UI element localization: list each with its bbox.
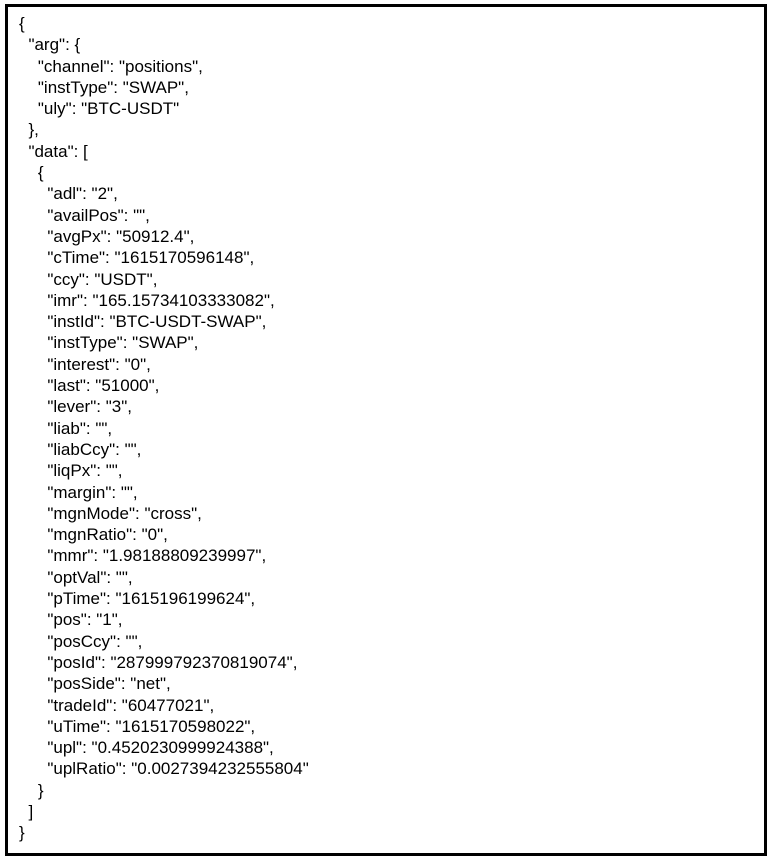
code-line: "ccy": "USDT", (19, 269, 158, 289)
code-line: "mgnRatio": "0", (19, 525, 168, 545)
code-line: } (19, 823, 25, 843)
code-line: "posCcy": "", (19, 631, 143, 651)
code-line: "avgPx": "50912.4", (19, 226, 195, 246)
code-line: "instType": "SWAP", (19, 333, 199, 353)
code-line: "imr": "165.15734103333082", (19, 290, 275, 310)
code-line: "posSide": "net", (19, 674, 171, 694)
code-line: "uplRatio": "0.0027394232555804" (19, 759, 309, 779)
code-line: "tradeId": "60477021", (19, 695, 215, 715)
json-code-panel (5, 4, 767, 856)
code-line: } (19, 780, 44, 800)
code-line: "liabCcy": "", (19, 439, 142, 459)
code-line: "interest": "0", (19, 354, 151, 374)
code-line: "adl": "2", (19, 184, 118, 204)
code-line: "availPos": "", (19, 205, 150, 225)
code-line: { (19, 163, 44, 183)
code-line: "pTime": "1615196199624", (19, 589, 256, 609)
code-line: { (19, 14, 25, 33)
code-line: "data": [ (19, 141, 88, 161)
code-line: "liab": "", (19, 418, 113, 438)
code-line: "arg": { (19, 35, 81, 55)
code-line: "instId": "BTC-USDT-SWAP", (19, 312, 267, 332)
code-line: "uly": "BTC-USDT" (19, 99, 180, 119)
code-line: "last": "51000", (19, 376, 160, 396)
code-line: "instType": "SWAP", (19, 77, 189, 97)
json-code-block (8, 7, 764, 844)
code-line: "upl": "0.4520230999924388", (19, 738, 274, 758)
code-line: }, (19, 120, 39, 140)
code-line: "mmr": "1.98188809239997", (19, 546, 267, 566)
code-line: ] (19, 801, 34, 821)
code-line: "optVal": "", (19, 567, 133, 587)
code-line: "lever": "3", (19, 397, 132, 417)
code-line: "posId": "287999792370819074", (19, 652, 298, 672)
code-line: "mgnMode": "cross", (19, 503, 202, 523)
code-line: "cTime": "1615170596148", (19, 248, 255, 268)
code-line: "uTime": "1615170598022", (19, 716, 256, 736)
code-line: "margin": "", (19, 482, 138, 502)
code-line: "pos": "1", (19, 610, 123, 630)
code-line: "channel": "positions", (19, 56, 203, 76)
code-line: "liqPx": "", (19, 461, 123, 481)
